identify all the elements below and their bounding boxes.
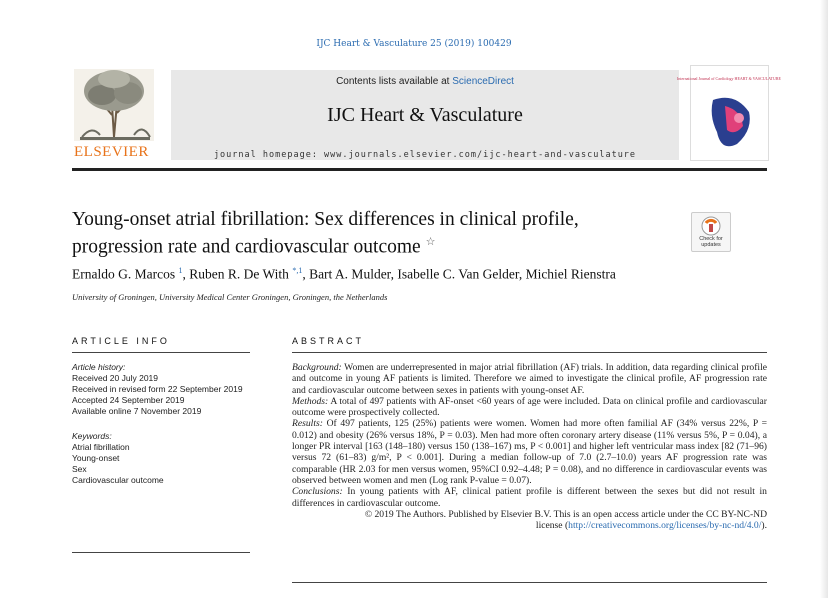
author-name[interactable]: Ernaldo G. Marcos — [72, 266, 176, 282]
license-link[interactable]: http://creativecommons.org/licenses/by-nc-nd/4.0/ — [568, 520, 762, 532]
history-label: Article history: — [72, 362, 126, 372]
license-line — [292, 520, 767, 531]
history-item: Received 20 July 2019 — [72, 373, 159, 383]
methods-text: A total of 497 patients with AF-onset <60 years of age were included. Data on clinical profile and cardiovascular outcome were prospectively collected. — [292, 395, 767, 419]
author-sup[interactable]: 1 — [178, 266, 183, 275]
publisher-name: ELSEVIER — [74, 144, 149, 160]
results-label: Results: — [292, 418, 323, 430]
keyword: Sex — [72, 464, 87, 474]
article-title-text: Young-onset atrial fibrillation: Sex differences in clinical profile, progression rate and cardiovascular outcome — [72, 209, 579, 258]
abstract-background — [292, 362, 767, 396]
contents-prefix: Contents lists available at — [336, 76, 453, 87]
check-for-updates-button[interactable] — [691, 212, 731, 252]
journal-homepage[interactable]: journal homepage: www.journals.elsevier.com/ijc-heart-and-vasculature — [213, 150, 637, 160]
keyword: Atrial fibrillation — [72, 442, 130, 452]
article-info-rule — [72, 352, 250, 353]
results-text: Of 497 patients, 125 (25%) patients were women. Women had more often familial AF (34% versus 22%, P = 0.012) and obesity (26% versus 18%, P = 0.03). Men had more often coronary artery disease (11% versus 5%, P = 0.04), a longer PR interval [163 (148–180) versus 150 (138–167) ms, P < 0.001] and higher left ventricular mass index [82 (71–96) versus 72 (61–83) g/m², P < 0.001]. During a median follow-up of 7.0 (2.7–10.0) years AF progression rate was comparable (HR 2.03 for men versus women, 95%CI 0.92–4.48; P = 0.08), and no difference in cardiovascular events was observed between women and men (Log rank P-value = 0.07). — [292, 418, 767, 486]
sciencedirect-link[interactable]: ScienceDirect — [452, 76, 514, 87]
journal-title: IJC Heart & Vasculature — [327, 104, 523, 126]
author-sup[interactable]: *,1 — [292, 266, 303, 275]
abstract-bottom-rule — [292, 582, 767, 583]
journal-cover-image — [677, 66, 781, 160]
title-footnote-mark[interactable]: ☆ — [425, 236, 436, 248]
cover-text: International Journal of Cardiology HEART & VASCULATURE — [677, 76, 781, 81]
author-name[interactable]: Michiel Rienstra — [525, 266, 616, 282]
author-list: Ernaldo G. Marcos $^1$, Ruben R. De With $^{*,1}$, Bart A. Mulder, Isabelle C. Van Gelder, Michiel Rienstra — [72, 266, 616, 282]
journal-header-box — [171, 70, 679, 160]
journal-banner — [72, 65, 781, 161]
keyword: Cardiovascular outcome — [72, 475, 164, 485]
article-title — [72, 208, 672, 259]
history-item: Received in revised form 22 September 2019 — [72, 384, 243, 394]
background-label: Background: — [292, 362, 342, 373]
elsevier-tree-icon — [72, 65, 158, 145]
keyword: Young-onset — [72, 453, 120, 463]
methods-label: Methods: — [292, 395, 329, 407]
license-suffix: ). — [761, 520, 767, 532]
info-bottom-rule — [72, 552, 250, 553]
abstract-conclusions — [292, 486, 767, 509]
license-prefix: license ( — [535, 520, 569, 532]
author-name[interactable]: Isabelle C. Van Gelder — [397, 266, 519, 282]
abstract-rule — [292, 352, 767, 353]
check-updates-icon — [700, 215, 722, 237]
affiliation: University of Groningen, University Medical Center Groningen, Groningen, the Netherlands — [72, 292, 388, 302]
conclusions-label: Conclusions: — [292, 486, 343, 498]
abstract-heading: ABSTRACT — [292, 336, 365, 346]
abstract-methods — [292, 396, 767, 419]
history-item: Accepted 24 September 2019 — [72, 395, 185, 405]
author-name[interactable]: Ruben R. De With — [189, 266, 289, 282]
article-info-heading: ARTICLE INFO — [72, 336, 170, 346]
contents-line — [171, 76, 679, 87]
background-text: Women are underrepresented in major atrial fibrillation (AF) trials. In addition, data regarding clinical profile and outcome in young AF patients is limited. Therefore we aimed to investigate the clinical profile, AF progression rate and cardiovascular outcome between sexes in patients with young-onset AF. — [292, 362, 767, 396]
conclusions-text: In young patients with AF, clinical patient profile is different between the sexes but did not result in differences in cardiovascular outcome. — [292, 486, 767, 509]
journal-cover[interactable] — [677, 65, 781, 161]
author-name[interactable]: Bart A. Mulder — [309, 266, 391, 282]
journal-citation[interactable]: IJC Heart & Vasculature 25 (2019) 100429 — [316, 39, 512, 49]
elsevier-logo[interactable] — [72, 65, 158, 161]
history-item: Available online 7 November 2019 — [72, 406, 202, 416]
keywords-label: Keywords: — [72, 431, 112, 441]
copyright-line: © 2019 The Authors. Published by Elsevier B.V. This is an open access article under the CC BY-NC-ND — [364, 508, 767, 520]
article-info — [72, 362, 252, 486]
check-updates-label: Check for updates — [699, 236, 723, 248]
header-rule — [72, 168, 767, 171]
abstract-body — [292, 362, 767, 531]
abstract-results — [292, 418, 767, 486]
